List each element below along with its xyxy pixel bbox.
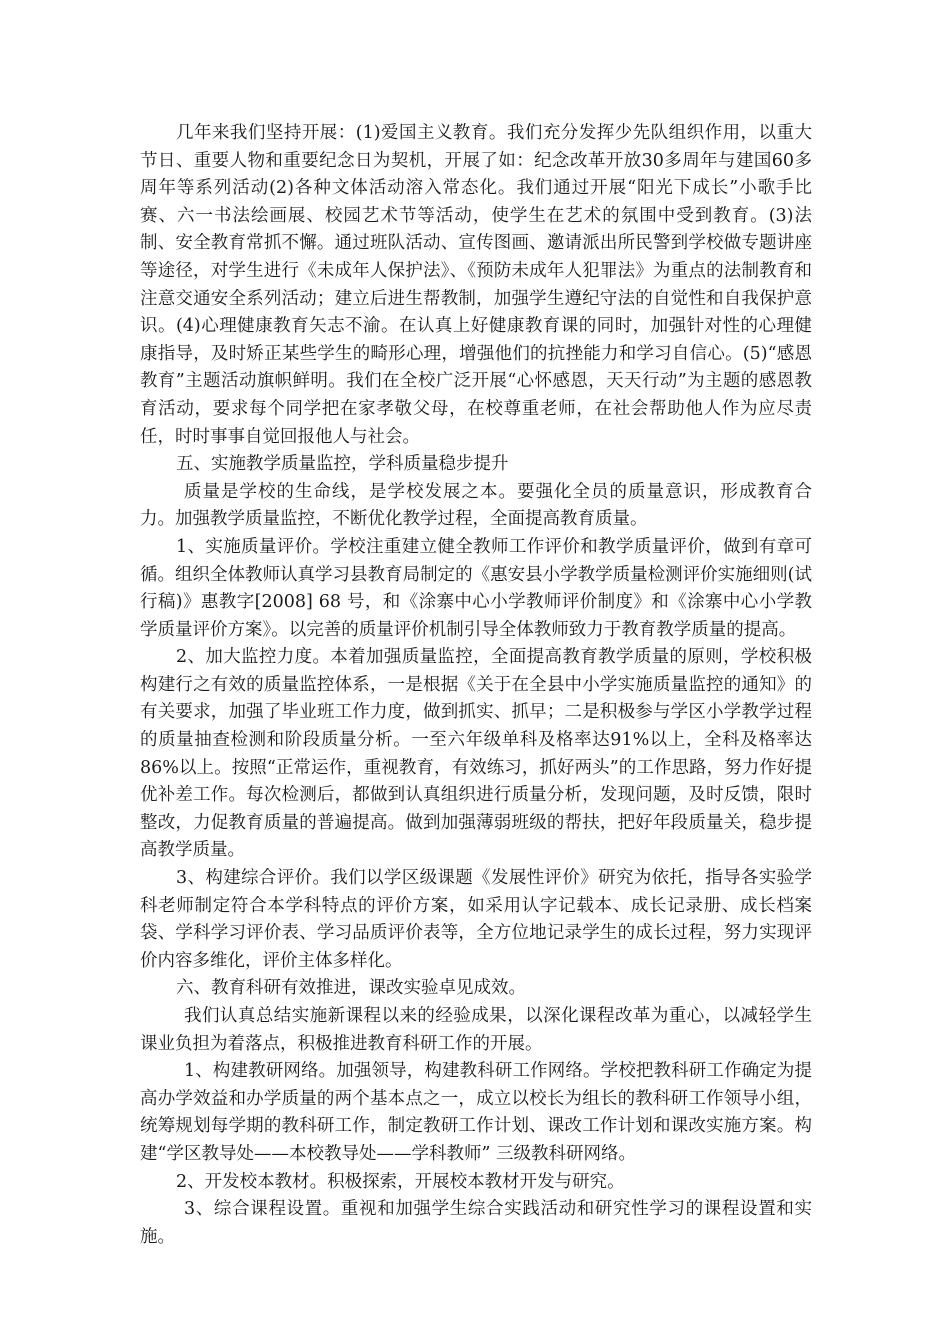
paragraph-monitoring: 2、加大监控力度。本着加强质量监控，全面提高教育教学质量的原则，学校积极构建行之有效的质量监控体系，一是根据《关于在全县中小学实施质量监控的通知》的有关要求，加强了毕业班工作力度，做到抓实、抓早；二是积极参与学区小学教学过程的质量抽查检测和阶段质量分析。一至六年级单科及格率达91%以上，全科及格率达86%以上。按照“正常运作，重视教育，有效练习，抓好两头”的工作思路，努力作好提优补差工作。每次检测后，都做到认真组织进行质量分析，发现问题，及时反馈，限时整改，力促教育质量的普遍提高。做到加强薄弱班级的帮扶，把好年段质量关，稳步提高教学质量。: [140, 647, 812, 861]
paragraph-school-textbooks: 2、开发校本教材。积极探索，开展校本教材开发与研究。: [176, 1171, 625, 1192]
section-heading-5: 五、实施教学质量监控，学科质量稳步提升: [176, 454, 509, 475]
paragraph-moral-education: 几年来我们坚持开展：(1)爱国主义教育。我们充分发挥少先队组织作用，以重大节日、重要人物和重要纪念日为契机，开展了如：纪念改革开放30多周年与建国60多周年等系列活动(2)各种文体活动溶入常态化。我们通过开展“阳光下成长”小歌手比赛、六一书法绘画展、校园艺术节等活动，使学生在艺术的氛围中受到教育。(3)法制、安全教育常抓不懈。通过班队活动、宣传图画、邀请派出所民警到学校做专题讲座等途径，对学生进行《未成年人保护法》、《预防未成年人犯罪法》为重点的法制教育和注意交通安全系列活动；建立后进生帮教制，加强学生遵纪守法的自觉性和自我保护意识。(4)心理健康教育矢志不渝。在认真上好健康教育课的同时，加强针对性的心理健康指导，及时矫正某些学生的畸形心理，增强他们的抗挫能力和学习自信心。(5)“感恩教育”主题活动旗帜鲜明。我们在全校广泛开展“心怀感恩，天天行动”为主题的感恩教育活动，要求每个同学把在家孝敬父母，在校尊重老师，在社会帮助他人作为应尽责任，时时事事自觉回报他人与社会。: [140, 123, 812, 447]
paragraph-comprehensive-courses: 3、综合课程设置。重视和加强学生综合实践活动和研究性学习的课程设置和实施。: [140, 1199, 812, 1247]
paragraph-quality-evaluation: 1、实施质量评价。学校注重建立健全教师工作评价和教学质量评价，做到有章可循。组织全体教师认真学习县教育局制定的《惠安县小学教学质量检测评价实施细则(试行稿)》惠教字[2008] 68 号，和《涂寨中心小学教师评价制度》和《涂寨中心小学教学质量评价方案》。以完善的质量评价机制引导全体教师致力于教育教学质量的提高。: [140, 536, 812, 640]
paragraph-quality-intro: 质量是学校的生命线，是学校发展之本。要强化全员的质量意识，形成教育合力。加强教学质量监控，不断优化教学过程，全面提高教育质量。: [140, 481, 812, 530]
paragraph-research-network: 1、构建教研网络。加强领导，构建教科研工作网络。学校把教科研工作确定为提高办学效益和办学质量的两个基本点之一，成立以校长为组长的教科研工作领导小组，统筹规划每学期的教科研工作，制定教研工作计划、课改工作计划和课改实施方案。构建“学区教导处——本校教导处——学科教师” 三级教科研网络。: [140, 1061, 812, 1164]
paragraph-research-intro: 我们认真总结实施新课程以来的经验成果，以深化课程改革为重心，以减轻学生课业负担为着落点，积极推进教育科研工作的开展。: [140, 1006, 812, 1054]
document-body: [140, 120, 812, 1251]
paragraph-comprehensive-evaluation: 3、构建综合评价。我们以学区级课题《发展性评价》研究为依托，指导各实验学科老师制定符合本学科特点的评价方案，如采用认字记载本、成长记录册、成长档案袋、学科学习评价表、学习品质评价表等，全方位地记录学生的成长过程，努力实现评价内容多维化，评价主体多样化。: [140, 868, 812, 971]
section-heading-6: 六、教育科研有效推进，课改实验卓见成效。: [176, 978, 526, 999]
